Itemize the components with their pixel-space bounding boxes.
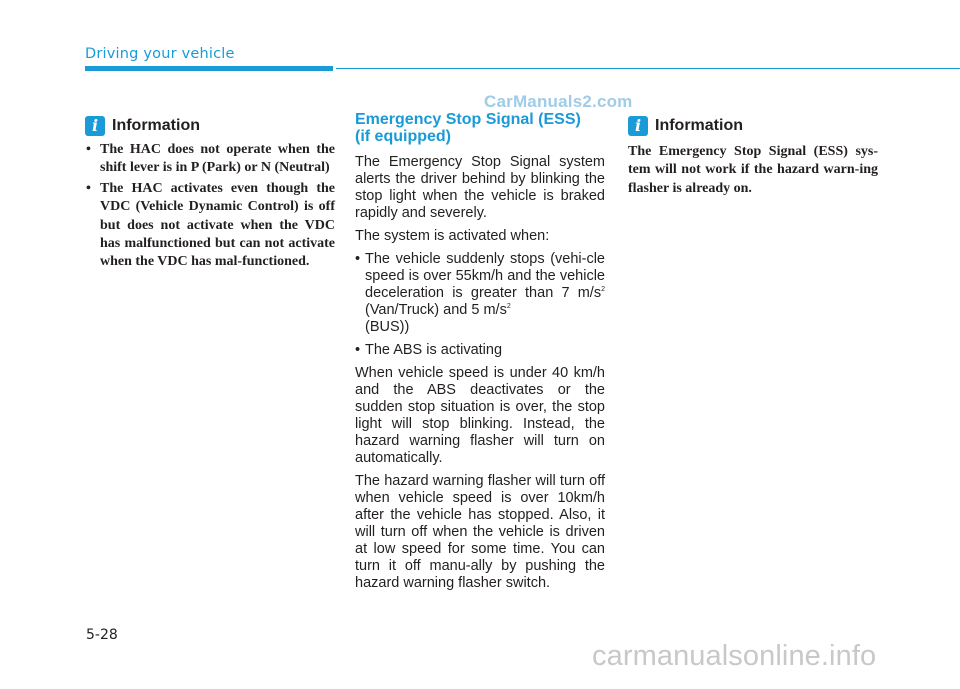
right-column	[628, 143, 878, 198]
list-item-text: The HAC does not operate when the shift lever is in P (Park) or N (Neutral)	[100, 142, 335, 176]
ess-intro: The Emergency Stop Signal system alerts the driver behind by blinking the stop light when the vehicle is braked rapidly and severely.	[355, 154, 605, 221]
ess-bullet1-text: The vehicle suddenly stops (vehi-cle speed is over 55km/h and the vehicle deceleration is greater than 7 m/s	[365, 251, 605, 301]
right-info-header	[628, 116, 743, 136]
right-info-text: The Emergency Stop Signal (ESS) sys-tem will not work if the hazard warn-ing flasher is already on.	[628, 144, 878, 196]
superscript: 2	[601, 286, 605, 293]
section-title: Driving your vehicle	[85, 46, 235, 62]
ess-activated-when: The system is activated when:	[355, 228, 550, 244]
info-icon: i	[628, 116, 648, 136]
ess-bullet2-text: The ABS is activating	[365, 342, 503, 358]
info-icon: i	[85, 116, 105, 136]
bullet-dot: •	[355, 251, 361, 267]
watermark-top: CarManuals2.com	[484, 92, 633, 111]
left-info-label: Information	[112, 117, 200, 134]
header-rule-thick	[85, 66, 333, 71]
watermark-bottom: carmanualsonline.info	[592, 640, 877, 672]
list-item	[86, 180, 335, 272]
left-info-header	[85, 116, 200, 136]
bullet-dot: •	[355, 342, 361, 358]
bullet-dot: •	[86, 180, 91, 196]
ess-bullet-list	[355, 251, 605, 359]
page-number: 5-28	[86, 627, 118, 643]
list-item	[355, 251, 605, 336]
list-item	[355, 342, 605, 359]
ess-paragraph-3: The hazard warning flasher will turn off when vehicle speed is over 10km/h after the vehicle has stopped. Also, it will turn off when the vehicle is driven at low speed for some time. You can turn it off manu-ally by pushing the hazard warning flasher switch.	[355, 473, 605, 591]
left-column	[86, 141, 335, 274]
bullet-dot: •	[86, 142, 91, 157]
superscript: 2	[506, 303, 511, 310]
middle-column	[355, 111, 605, 592]
ess-paragraph-2: When vehicle speed is under 40 km/h and the ABS deactivates or the sudden stop situation is over, the stop light will stop blinking. Instead, the hazard warning flasher will turn on automatically.	[355, 365, 605, 466]
list-item-text: The HAC activates even though the VDC (Vehicle Dynamic Control) is off but does not activate when the VDC has malfunctioned but can not activate when the VDC has mal-functioned.	[100, 180, 335, 270]
ess-bullet1-end: (BUS))	[365, 319, 410, 335]
right-info-label: Information	[655, 117, 743, 134]
left-bullet-list	[86, 141, 335, 272]
ess-heading-line1: Emergency Stop Signal (ESS)	[355, 111, 581, 128]
list-item	[86, 141, 335, 178]
ess-heading-line2: (if equipped)	[355, 128, 451, 145]
ess-heading	[355, 111, 605, 145]
ess-bullet1-mid: (Van/Truck) and 5 m/s	[365, 302, 507, 318]
header-rule-thin	[336, 68, 960, 70]
